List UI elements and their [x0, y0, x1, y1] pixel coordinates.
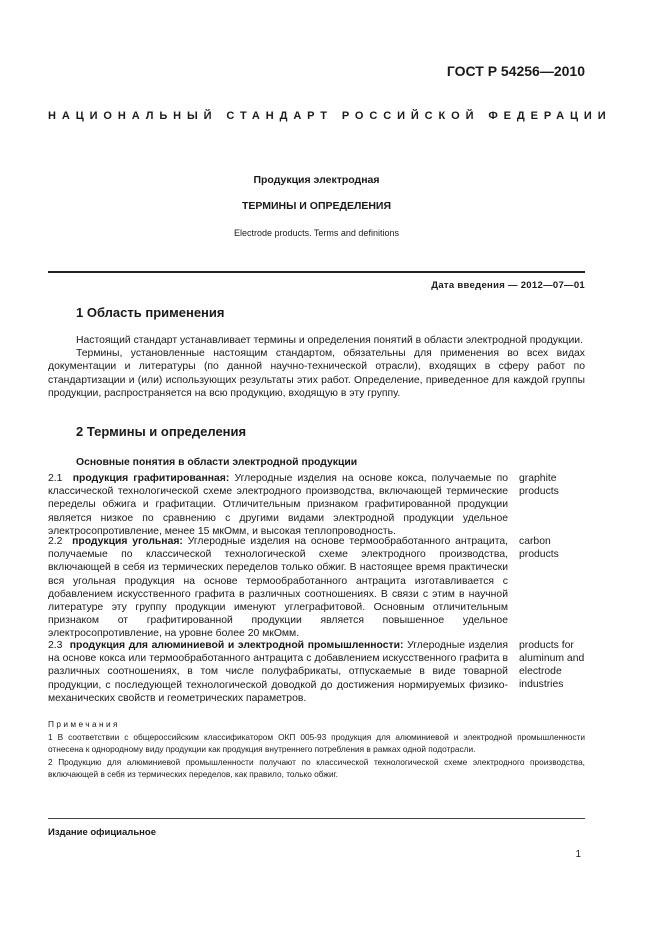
section1-body	[48, 334, 585, 400]
term-name: продукция графитированная:	[72, 473, 230, 484]
term-english: graphite products	[519, 473, 559, 497]
term-number: 2.2	[48, 536, 63, 547]
term-definition: Углеродные изделия на основе термообработанного антрацита, получаемые по классической технологической схеме электродного производства, включающей в себя из термических переделов только обжиг. В настоящее время практически вся угольная продукция на основе термообработанного антрацита изготавливается с добавлением искусственного графита в различных соотношениях. В связи с этим в научной литературе эту группу продукции именуют углеграфитовой. Основным отличительным признаком от графитированной продукции является повышенное удельное электросопротивление, на уровне более 20 мкОмм.	[48, 536, 508, 640]
term-english: carbon products	[519, 536, 559, 560]
section2-subheading: Основные понятия в области электродной продукции	[76, 457, 358, 468]
term-definition: Углеродные изделия на основе кокса или термообработанного антрацита с добавлением искусственного графита в различных соотношениях, в том числе полуфабрикаты, отпускаемые в виде товарной продукции, с последующей технологической доводкой до достижения нормируемых физико-механических свойств и геометрических параметров.	[48, 640, 508, 704]
edition-label: Издание официальное	[48, 827, 156, 838]
term-entry	[48, 639, 508, 705]
term-number: 2.1	[48, 473, 63, 484]
term-definition: Углеродные изделия на основе кокса, получаемые по классической технологической схеме электродного производства, включающей термические переделы обжига и графитации. Отличительным признаком графитированной продукции является низкое по сравнению с другими видами электродной продукции удельное электросопротивление, менее 15 мкОмм, и высокая теплопроводность.	[48, 473, 509, 537]
notes-heading: Примечания	[48, 719, 120, 729]
title-product: Продукция электродная	[253, 174, 380, 186]
term-name: продукция для алюминиевой и электродной промышленности:	[69, 640, 404, 651]
section2-heading: 2 Термины и определения	[76, 424, 247, 439]
term-english: products for aluminum and electrode industries	[519, 640, 585, 690]
title-english: Electrode products. Terms and definitions	[234, 228, 399, 238]
section1-paragraph: Настоящий стандарт устанавливает термины и определения понятий в области электродной продукции.	[76, 335, 583, 346]
term-name: продукция угольная:	[72, 536, 183, 547]
document-code: ГОСТ Р 54256—2010	[446, 63, 585, 79]
term-number: 2.3	[48, 640, 63, 651]
note-item: 2 Продукцию для алюминиевой промышленности получают по классической технологической схеме электродного производства, включающей в себя из термических переделов, как правило, только обжиг.	[48, 756, 585, 779]
footer-divider	[48, 818, 585, 819]
title-divider	[48, 271, 585, 273]
term-entry	[48, 472, 508, 538]
intro-date: Дата введения — 2012—07—01	[431, 280, 585, 291]
section1-heading: 1 Область применения	[76, 305, 225, 320]
note-item: 1 В соответствии с общероссийским классификатором ОКП 005-93 продукция для алюминиевой и электродной промышленности отнесена к однородному виду продукции как продукция внутреннего потребления в рамках одной подотрасли.	[48, 731, 585, 754]
title-subtitle: ТЕРМИНЫ И ОПРЕДЕЛЕНИЯ	[241, 200, 392, 212]
section1-paragraph: Термины, установленные настоящим стандартом, обязательны для применения во всех видах документации и литературы (по данной научно-технической отрасли), входящих в сферу работ по стандартизации и (или) использующих результаты этих работ. Определение, приведенное для каждой группы продукции, распространяется на всю продукцию, входящую в эту группу.	[48, 348, 585, 399]
term-entry	[48, 535, 508, 641]
national-standard-banner: НАЦИОНАЛЬНЫЙ СТАНДАРТ РОССИЙСКОЙ ФЕДЕРАЦИИ	[48, 110, 612, 122]
page-number: 1	[575, 849, 581, 860]
notes-block	[48, 718, 585, 781]
